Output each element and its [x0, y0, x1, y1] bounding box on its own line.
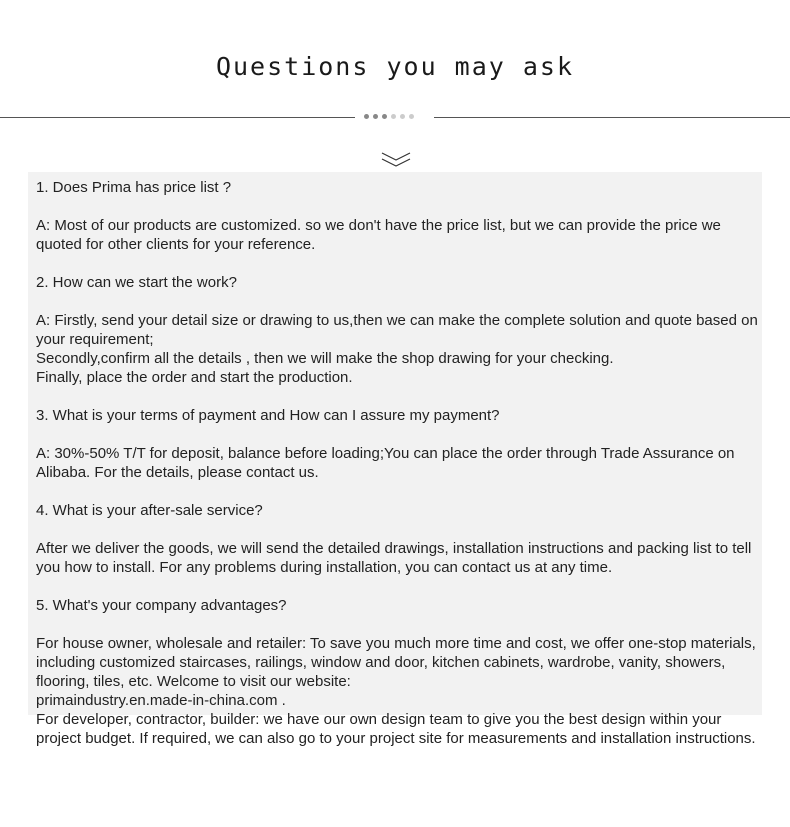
faq-answer-2-line-2: Secondly,confirm all the details , then we will make the shop drawing for your checking. — [36, 350, 614, 367]
faq-answer-2-line-3: Finally, place the order and start the production. — [36, 369, 353, 386]
faq-question-3: 3. What is your terms of payment and How can I assure my payment? — [36, 407, 500, 424]
faq-list — [36, 178, 764, 748]
divider-line-right — [434, 117, 790, 118]
faq-answer-5-website: primaindustry.en.made-in-china.com . — [36, 692, 286, 709]
double-chevron-down-icon — [381, 150, 411, 170]
faq-answer-5-line-3: For developer, contractor, builder: we have our own design team to give you the best design within your project budget. If required, we can also go to your project site for measurements and installation instructions. — [36, 711, 756, 747]
faq-question-4: 4. What is your after-sale service? — [36, 502, 263, 519]
faq-answer-5-line-1: For house owner, wholesale and retailer: To save you much more time and cost, we offer one-stop materials, including customized staircases, railings, window and door, kitchen cabinets, wardrobe, vanity, showers, flooring, tiles, etc. Welcome to visit our website: — [36, 635, 756, 690]
dot — [391, 114, 396, 119]
dot — [400, 114, 405, 119]
dot — [364, 114, 369, 119]
faq-question-1: 1. Does Prima has price list ? — [36, 179, 232, 196]
faq-question-5: 5. What's your company advantages? — [36, 597, 287, 614]
faq-answer-2-line-1: A: Firstly, send your detail size or drawing to us,then we can make the complete solution and quote based on your requirement; — [36, 312, 758, 348]
faq-answer-3: A: 30%-50% T/T for deposit, balance before loading;You can place the order through Trade Assurance on Alibaba. For the details, please contact us. — [36, 445, 735, 481]
dot — [382, 114, 387, 119]
divider-line-left — [0, 117, 355, 118]
dots-ornament-icon — [364, 114, 414, 119]
dot — [409, 114, 414, 119]
page-title: Questions you may ask — [215, 52, 575, 81]
faq-answer-1: A: Most of our products are customized. so we don't have the price list, but we can provide the price we quoted for other clients for your reference. — [36, 217, 721, 253]
dot — [373, 114, 378, 119]
faq-answer-4: After we deliver the goods, we will send the detailed drawings, installation instructions and packing list to tell you how to install. For any problems during installation, you can contact us at any time. — [36, 540, 752, 576]
faq-question-2: 2. How can we start the work? — [36, 274, 237, 291]
